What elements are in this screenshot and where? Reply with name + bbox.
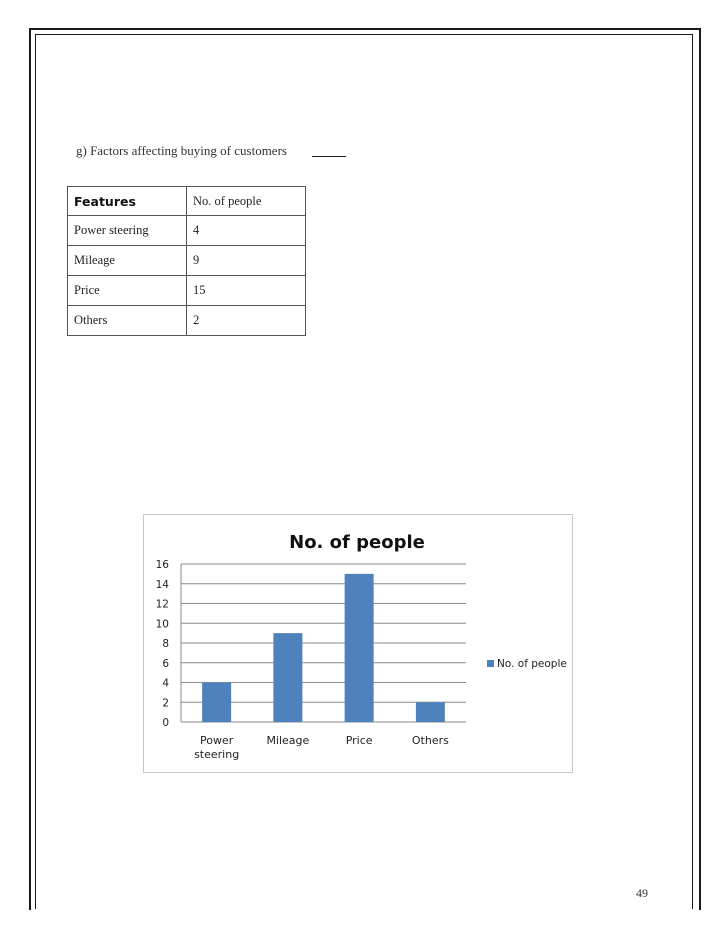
table-row — [68, 246, 306, 276]
x-tick-label: Mileage — [266, 734, 310, 747]
chart-title: No. of people — [289, 532, 425, 553]
y-tick-label: 16 — [155, 559, 169, 571]
legend-swatch — [487, 660, 494, 667]
legend-label: No. of people — [497, 658, 567, 670]
y-tick-label: 10 — [155, 618, 169, 631]
table-row — [68, 276, 306, 306]
table-cell-count: 15 — [187, 276, 306, 306]
table-row — [68, 216, 306, 246]
y-tick-label: 4 — [162, 677, 169, 690]
chart-canvas — [144, 515, 574, 774]
table-cell-feature: Others — [68, 306, 187, 336]
y-tick-label: 6 — [162, 657, 169, 670]
y-tick-label: 8 — [162, 638, 169, 650]
y-tick-label: 2 — [162, 697, 169, 710]
bar — [416, 702, 445, 722]
x-tick-label: steering — [194, 748, 240, 761]
bar — [273, 633, 302, 722]
x-tick-label: Others — [411, 734, 449, 747]
bar — [345, 574, 374, 722]
table-cell-count: 2 — [187, 306, 306, 336]
section-heading: g) Factors affecting buying of customers — [76, 143, 287, 158]
table-cell-count: 9 — [187, 246, 306, 276]
y-tick-label: 0 — [162, 717, 169, 729]
x-tick-label: Power — [199, 734, 234, 747]
table-header-row — [68, 187, 306, 216]
table-cell-feature: Price — [68, 276, 187, 306]
page-border-inner — [35, 34, 693, 909]
table-cell-feature: Mileage — [68, 246, 187, 276]
table-cell-count: 4 — [187, 216, 306, 246]
table-cell-feature: Power steering — [68, 216, 187, 246]
bar — [202, 683, 231, 723]
y-tick-label: 12 — [155, 598, 169, 611]
heading-underline — [312, 156, 346, 157]
x-tick-label: Price — [345, 734, 373, 747]
bar-chart — [143, 514, 573, 773]
y-tick-label: 14 — [155, 578, 169, 591]
features-table — [67, 186, 306, 336]
page-number: 49 — [636, 886, 648, 900]
table-header-count: No. of people — [187, 187, 306, 216]
table-header-features: Features — [68, 187, 187, 216]
table-row — [68, 306, 306, 336]
